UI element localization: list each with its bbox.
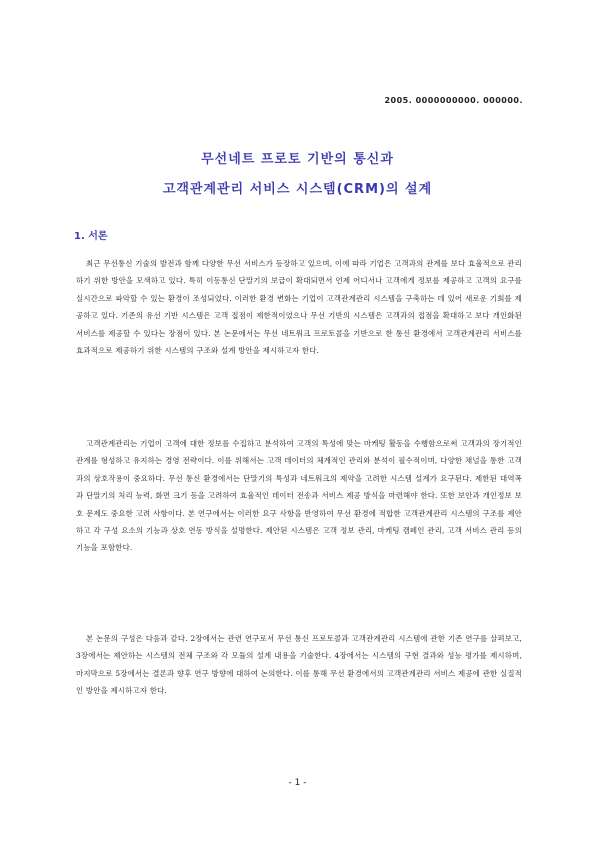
paragraph-text: 고객관계관리는 기업이 고객에 대한 정보를 수집하고 분석하여 고객의 특성에 맞는 마케팅 활동을 수행함으로써 고객과의 장기적인 관계를 형성하고 유지하는 경영 전략이다. 이를 위해서는 고객 데이터의 체계적인 관리와 분석이 필수적이며, 다양한 채널을 통한 고객과의 상호작용이 중요하다. 무선 통신 환경에서는 단말기의 특성과 네트워크의 제약을 고려한 시스템 설계가 요구된다. 제한된 대역폭과 단말기의 처리 능력, 화면 크기 등을 고려하여 효율적인 데이터 전송과 서비스 제공 방식을 마련해야 한다. 또한 보안과 개인정보 보호 문제도 중요한 고려 사항이다. 본 연구에서는 이러한 요구 사항을 반영하여 무선 환경에 적합한 고객관계관리 시스템의 구조를 제안하고 각 구성 요소의 기능과 상호 연동 방식을 설명한다. 제안된 시스템은 고객 정보 관리, 마케팅 캠페인 관리, 고객 서비스 관리 등의 기능을 포함한다. xyxy=(76,439,522,553)
page-number: - 1 - xyxy=(288,778,307,788)
body-paragraph-1 xyxy=(76,255,522,359)
paragraph-text: 최근 무선통신 기술의 발전과 함께 다양한 무선 서비스가 등장하고 있으며, 이에 따라 기업은 고객과의 관계를 보다 효율적으로 관리하기 위한 방안을 모색하고 있다. 특히 이동통신 단말기의 보급이 확대되면서 언제 어디서나 고객에게 정보를 제공하고 고객의 요구를 실시간으로 파악할 수 있는 환경이 조성되었다. 이러한 환경 변화는 기업이 고객관계관리 시스템을 구축하는 데 있어 새로운 기회를 제공하고 있다. 기존의 유선 기반 시스템은 고객 접점이 제한적이었으나 무선 기반의 시스템은 고객과의 접점을 확대하고 보다 개인화된 서비스를 제공할 수 있다는 장점이 있다. 본 논문에서는 무선 네트워크 프로토콜을 기반으로 한 통신 환경에서 고객관계관리 서비스를 효과적으로 제공하기 위한 시스템의 구조와 설계 방안을 제시하고자 한다. xyxy=(76,259,522,356)
body-paragraph-3 xyxy=(76,630,522,700)
body-paragraph-2 xyxy=(76,435,522,557)
header-meta: 2005. 0000000000. 000000. xyxy=(384,96,523,105)
title-line-2: 고객관계관리 서비스 시스템(CRM)의 설계 xyxy=(162,182,433,197)
paragraph-text: 본 논문의 구성은 다음과 같다. 2장에서는 관련 연구로서 무선 통신 프로토콜과 고객관계관리 시스템에 관한 기존 연구를 살펴보고, 3장에서는 제안하는 시스템의 전체 구조와 각 모듈의 설계 내용을 기술한다. 4장에서는 시스템의 구현 결과와 성능 평가를 제시하며, 마지막으로 5장에서는 결론과 향후 연구 방향에 대하여 논의한다. 이를 통해 무선 환경에서의 고객관계관리 서비스 제공에 관한 실질적인 방안을 제시하고자 한다. xyxy=(76,634,522,696)
title-line-1: 무선네트 프로토 기반의 통신과 xyxy=(201,152,394,167)
section-heading: 1. 서론 xyxy=(74,231,108,242)
